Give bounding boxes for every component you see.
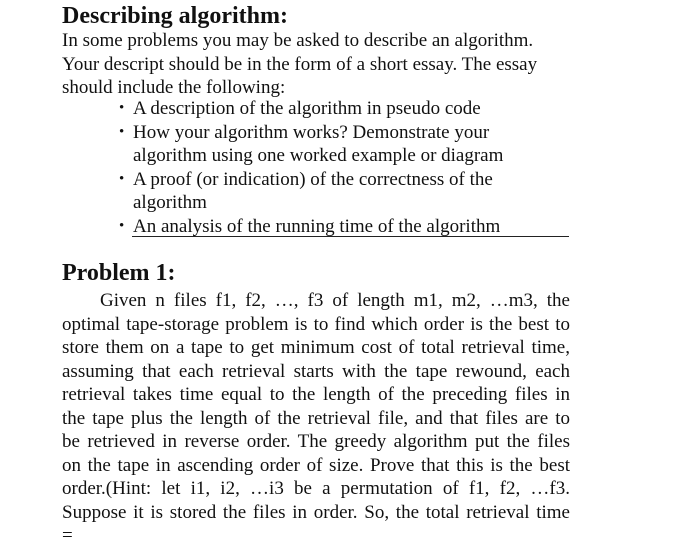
list-item-text: How your algorithm works? Demonstrate your <box>133 121 490 143</box>
bullet-icon: • <box>119 123 125 140</box>
problem-line: assuming that each retrieval starts with the tape rewound, each <box>62 360 570 382</box>
bullet-icon: • <box>119 170 125 187</box>
problem-line: order.(Hint: let i1, i2, …i3 be a permutation of f1, f2, …f3. <box>62 478 570 499</box>
intro-line: Your descript should be in the form of a short essay. The essay <box>62 53 538 75</box>
problem-line: optimal tape-storage problem is to find which order is the best to <box>62 313 570 335</box>
problem-line-equals: = <box>62 525 73 546</box>
list-item-proof <box>118 168 503 215</box>
list-item-how-it-works <box>118 121 503 168</box>
section-heading-problem-1: Problem 1: <box>62 260 176 286</box>
bullet-icon: • <box>119 100 125 116</box>
list-item-text: algorithm using one worked example or diagram <box>133 145 504 166</box>
list-item-pseudo-code <box>118 97 503 121</box>
list-item-text: A proof (or indication) of the correctness of the <box>133 168 493 190</box>
problem-paragraph <box>62 289 570 548</box>
problem-line: Given n files f1, f2, …, f3 of length m1, m2, …m3, the <box>100 290 570 311</box>
list-item-running-time <box>118 215 503 239</box>
problem-line: retrieval takes time equal to the length of the preceding files in <box>62 384 570 405</box>
list-item-text: An analysis of the running time of the algorithm <box>133 215 501 237</box>
bullet-icon: • <box>119 217 125 234</box>
problem-line: on the tape in ascending order of size. Prove that this is the best <box>62 454 570 476</box>
problem-line: the tape plus the length of the retrieval file, and that files are to <box>62 407 570 429</box>
intro-line: should include the following: <box>62 77 286 98</box>
problem-line: Suppose it is stored the files in order. So, the total retrieval time <box>62 501 570 523</box>
problem-line: be retrieved in reverse order. The greedy algorithm put the files <box>62 431 570 452</box>
intro-line: In some problems you may be asked to describe an algorithm. <box>62 30 534 51</box>
problem-line: store them on a tape to get minimum cost of total retrieval time, <box>62 337 570 358</box>
list-item-text: algorithm <box>133 192 207 213</box>
horizontal-divider <box>132 236 569 237</box>
requirements-list <box>118 97 503 238</box>
intro-paragraph <box>62 29 582 100</box>
list-item-text: A description of the algorithm in pseudo code <box>133 98 481 119</box>
section-heading-describing-algorithm: Describing algorithm: <box>62 3 288 29</box>
